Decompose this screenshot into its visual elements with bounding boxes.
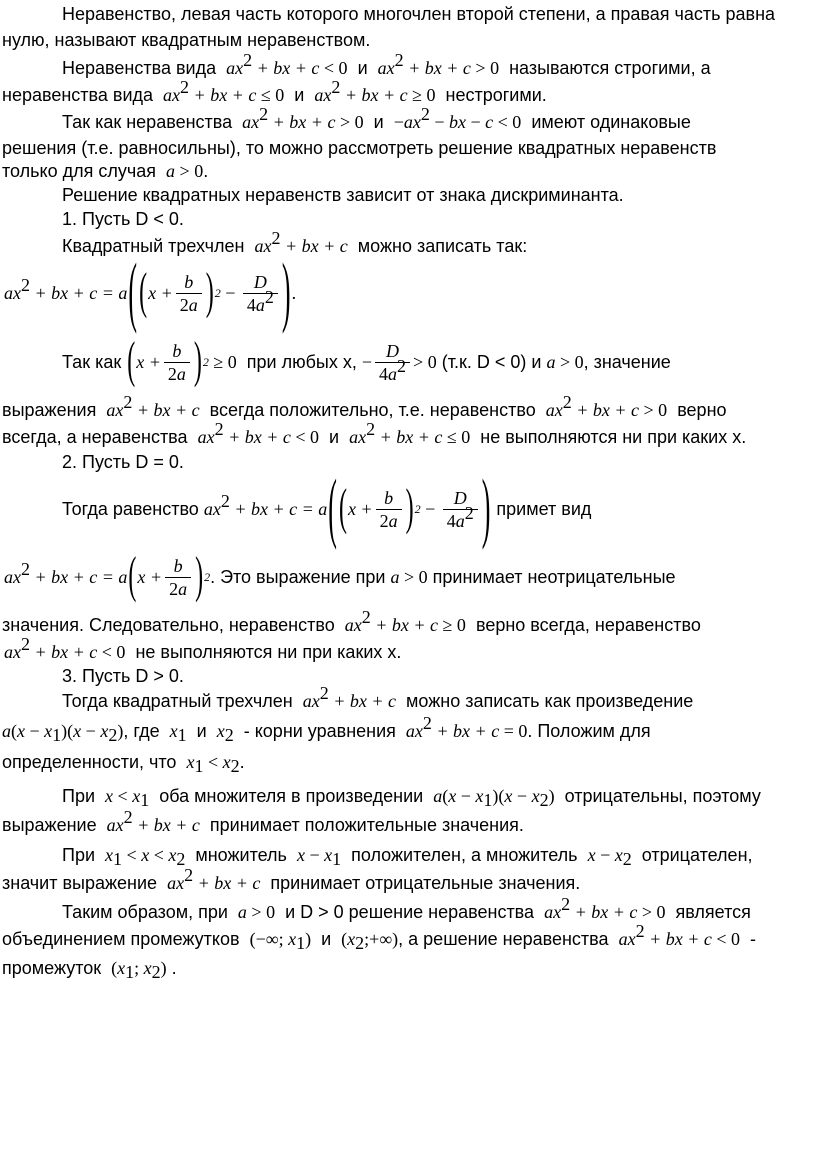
text-line: значит выражение $ax^2$ + bx + c принимает отрицательные значения. [2,865,581,893]
formula: $ax^2$ + bx + c [254,228,348,256]
case-heading: 2. Пусть D = 0. [62,452,184,472]
text-line: объединением промежутков (−∞; $x_1$) и $(x_2;+\infty)$, а решение неравенства $ax^2$ + bx + c < 0 - [2,921,757,953]
text-line: Тогда равенство $ax^2$ + bx + c = a ( ( x + $\frac{b}{2a}$ ) 2 − $\frac{D}{4a^2}$ ) примет вид [62,464,592,551]
text-line: При $x_1 < x < x_2$ множитель $x - x_1$ положителен, а множитель $x - x_2$ отрицателен, [62,845,753,869]
text-line: решения (т.е. равносильны), то можно рассмотреть решение квадратных неравенств [2,138,717,158]
text-line: всегда, а неравенства $ax^2$ + bx + c < 0 и $ax^2$ + bx + c ≤ 0 не выполняются ни при каких x. [2,419,747,447]
text-line: $a(x - x_1)(x - x_2)$, где $x_1$ и $x_2$ - корни уравнения $ax^2$ + bx + c = 0. Положим для [2,713,651,745]
text-line: $ax^2$ + bx + c = a ( x + $\frac{b}{2a}$ ) 2 . Это выражение при a > 0 принимает неотрицательные [4,549,676,605]
text-line: Квадратный трехчлен $ax^2$ + bx + c можно записать так: [62,228,528,256]
formula: $ax^2$ + bx + c < 0 [226,50,348,78]
text-line: Так как ( x + $\frac{b}{2a}$ ) 2 ≥ 0 при любых x, − $\frac{D}{4a^2}$ > 0 (т.к. D < 0) и a > 0 , значение [62,334,671,390]
text-line: определенности, что $x_1 < x_2$. [2,752,245,776]
text-line: Неравенства вида $ax^2$ + bx + c < 0 и $ax^2$ + bx + c > 0 называются строгими, а [62,50,711,78]
text-line: выражения $ax^2$ + bx + c всегда положительно, т.е. неравенство $ax^2$ + bx + c > 0 верно [2,392,727,420]
text-line: Тогда квадратный трехчлен $ax^2$ + bx + c можно записать как произведение [62,683,694,711]
text-line: Так как неравенства $ax^2$ + bx + c > 0 $и -ax^2$ − bx − c < 0 имеют одинаковые [62,104,691,132]
text-line: значения. Следовательно, неравенство $ax^2$ + bx + c ≥ 0 верно всегда, неравенство [2,607,701,635]
text-line: выражение $ax^2$ + bx + c принимает положительные значения. [2,807,524,835]
case-heading: 1. Пусть D < 0. [62,209,184,229]
formula: $ax^2$ + bx + c ≤ 0 [163,77,285,105]
formula: $ax^2$ + bx + c > 0 [377,50,500,78]
text-line: При $x < x_1$ оба множителя в произведении $a(x - x_1)(x - x_2)$ отрицательны, поэтому [62,786,761,810]
formula: a > 0 [166,161,204,181]
text-line: $ax^2$ + bx + c < 0 не выполняются ни при каких x. [4,634,402,662]
text-line: нулю, называют квадратным неравенством. [2,30,371,50]
case-heading: 3. Пусть D > 0. [62,666,184,686]
formula: $ax^2$ + bx + c ≥ 0 [314,77,436,105]
text-line: Решение квадратных неравенств зависит от знака дискриминанта. [62,185,624,205]
text-line: только для случая a > 0. [2,161,209,181]
formula: $-ax^2$ − bx − c < 0 [393,104,522,132]
text-line: Неравенство, левая часть которого многочлен второй степени, а правая часть равна [62,4,776,24]
text-line: неравенства вида $ax^2$ + bx + c ≤ 0 и $ax^2$ + bx + c ≥ 0 нестрогими. [2,77,547,105]
text-line: промежуток ($x_1$; $x_2$) . [2,958,177,982]
display-formula: $ax^2$ + bx + c = a ( ( x + $\frac{b}{2a}$ ) 2 − $\frac{D}{4a^2}$ ) . [4,248,297,335]
formula: $ax^2$ + bx + c > 0 [242,104,364,132]
text-line: Таким образом, при a > 0 и D > 0 решение неравенства $ax^2$ + bx + c > 0 является [62,894,751,922]
